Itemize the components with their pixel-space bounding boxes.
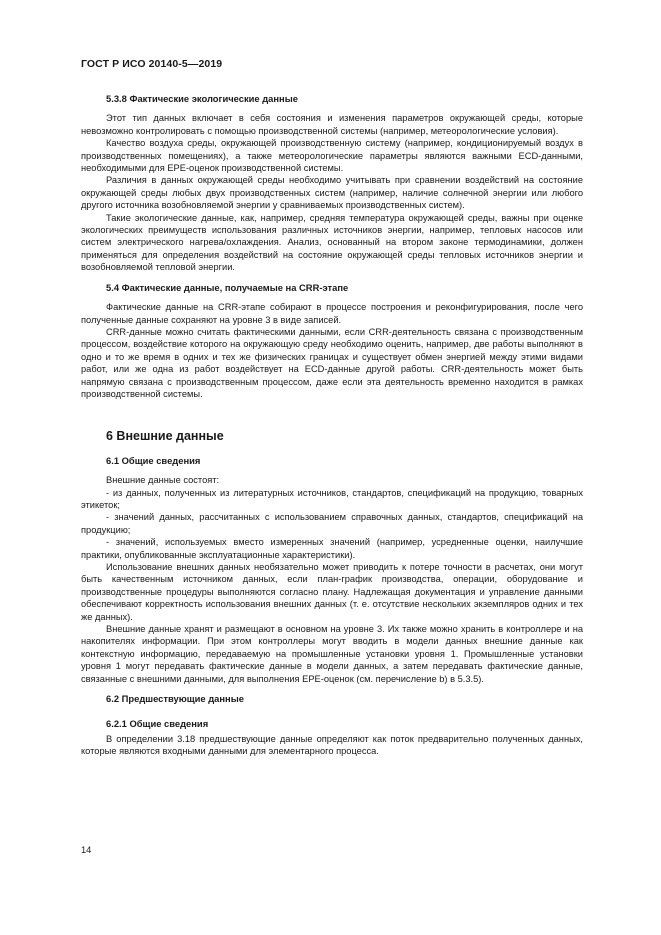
section-6-2-1-heading: 6.2.1 Общие сведения [106, 718, 209, 730]
section-5-3-8-heading: 5.3.8 Фактические экологические данные [106, 93, 298, 104]
paragraph: Внешние данные хранят и размещают в основном на уровне 3. Их также можно хранить в контроллере и на накопителях информации. При этом контроллеры могут вводить в модели данных внешние данные как контекстную информацию, передаваемую на промышленные установки уровня 1. Промышленные установки уровня 1 могут передавать фактические данные в модели данных, а затем передавать фактические данные, связанные с внешними данными, для выполнения EPE-оценок (см. перечисление b) в 5.3.5). [81, 624, 583, 684]
list-item: - значений данных, рассчитанных с использованием справочных данных, стандартов, спецификаций на продукцию; [81, 512, 583, 535]
paragraph: CRR-данные можно считать фактическими данными, если CRR-деятельность связана с производственным процессом, воздействие которого на окружающую среду необходимо оценить, например, две работы выполняют в одно и то же время в одних и тех же физических границах и существует обмен энергией между этими видами работ, или же одна из работ воздействует на ECD-данные другой работы. CRR-деятельность может быть напрямую связана с производственным процессом, даже если эта деятельность временно находится в рамках производственной системы. [81, 326, 583, 399]
paragraph: Внешние данные состоят: [106, 475, 220, 486]
section-6-1-heading: 6.1 Общие сведения [106, 454, 201, 466]
paragraph: Фактические данные на CRR-этапе собирают в процессе построения и реконфигурирования, после чего полученные данные сохраняют на уровне 3 в виде записей. [81, 302, 583, 325]
list-item: - из данных, полученных из литературных источников, стандартов, спецификаций на продукцию, товарных этикеток; [81, 487, 583, 510]
section-6-heading: 6 Внешние данные [106, 429, 224, 444]
list-item: - значений, используемых вместо измеренных значений (например, усредненные оценки, наилучшие практики, опубликованные эксплуатационные характеристики). [81, 537, 583, 560]
paragraph: Такие экологические данные, как, например, средняя температура окружающей среды, важны при оценке экологических преимуществ использования различных источников энергии, например, тепловых насосов или систем электрического нагрева/охлаждения. Анализ, основанный на втором законе термодинамики, должен применяться для определения воздействий на состояние окружающей среды тепловых источников энергии и возобновляемой тепловой энергии. [81, 212, 583, 273]
page-content [81, 93, 583, 758]
page-number: 14 [81, 845, 92, 855]
paragraph: Этот тип данных включает в себя состояния и изменения параметров окружающей среды, которые невозможно контролировать с помощью производственной системы (например, метеорологические условия). [81, 113, 583, 136]
standard-header: ГОСТ Р ИСО 20140-5—2019 [81, 58, 223, 70]
paragraph: Качество воздуха среды, окружающей производственную систему (например, кондиционируемый воздух в производственных помещениях), а также метеорологические параметры являются важными ECD-данными, необходимыми для EPE-оценок производственной системы. [81, 138, 583, 174]
paragraph: В определении 3.18 предшествующие данные определяют как поток предварительно полученных данных, которые являются входными данными для элементарного процесса. [81, 733, 583, 757]
paragraph: Различия в данных окружающей среды необходимо учитывать при сравнении воздействий на состояние окружающей среды любых двух производственных систем (например, наличие солнечной энергии или любого другого источника возобновляемой энергии у сравниваемых производственных систем). [81, 175, 583, 211]
section-5-4-heading: 5.4 Фактические данные, получаемые на CRR-этапе [106, 281, 349, 293]
paragraph: Использование внешних данных необязательно может приводить к потере точности в расчетах, они могут быть качественным источником данных, если план-график производства, операции, оборудование и производственные процедуры выполняются согласно плану. Надлежащая документация и управление данными обеспечивают корректность использования внешних данных (т. е. отсутствие нескольких экземпляров одних и тех же данных). [81, 562, 583, 622]
section-6-2-heading: 6.2 Предшествующие данные [106, 693, 244, 705]
